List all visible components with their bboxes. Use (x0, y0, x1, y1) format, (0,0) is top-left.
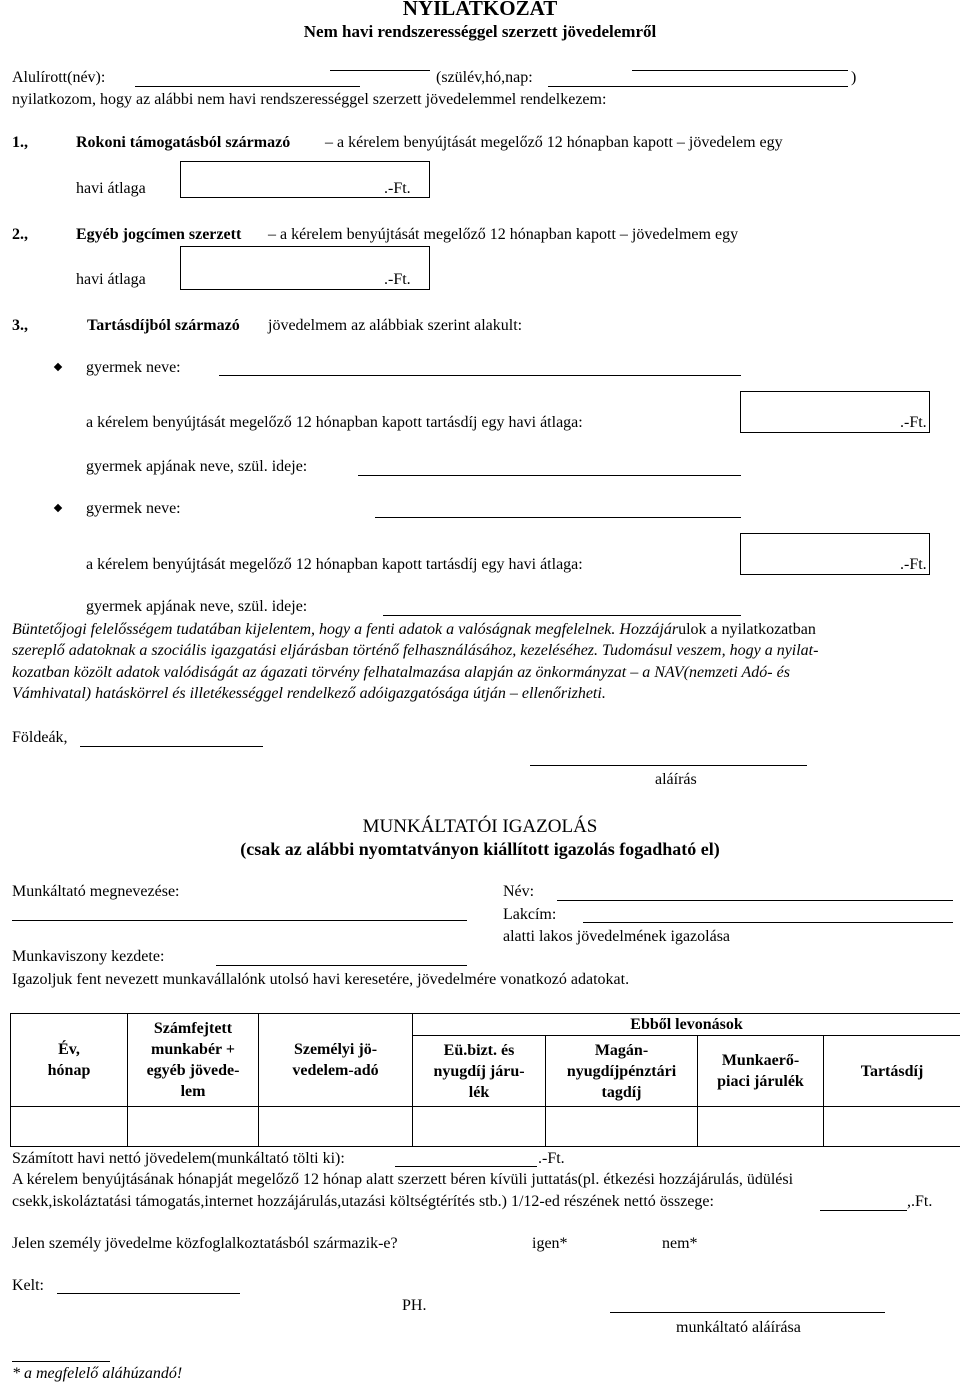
col-header-income-tax: Személyi jö- vedelem-adó (259, 1014, 413, 1107)
public-work-question: Jelen személy jövedelme közfoglalkoztatásból származik-e? (12, 1235, 398, 1252)
name-label: Alulírott(név): (12, 69, 106, 86)
name-entry-line[interactable] (135, 86, 360, 87)
table-cell-year-month[interactable] (11, 1107, 128, 1147)
table-cell-income-tax[interactable] (259, 1107, 413, 1147)
item-3-title: Tartásdíjból származó (87, 317, 240, 334)
bullet-diamond (54, 363, 62, 371)
item-1-currency: .-Ft. (384, 180, 411, 197)
employer-name-label: Munkáltató megnevezése: (12, 883, 180, 900)
item-1-number: 1., (12, 134, 28, 151)
declaration-line-2: szereplő adatoknak a szociális igazgatási eljárásban történő felhasználásához, kezeléséhez. Tudomásul veszem, hogy a nyilat- (12, 642, 819, 659)
employer-signature-label: munkáltató aláírása (676, 1319, 801, 1336)
birth-date-label: (szülév,hó,nap: (436, 69, 533, 86)
declaration-line-4: Vámhivatal) hatáskörrel és illetékességgel rendelkező adóigazgatósága útján – ellenőrizheti. (12, 685, 606, 702)
table-cell-labour-market[interactable] (698, 1107, 824, 1147)
child-1-father-label: gyermek apjának neve, szül. ideje: (86, 458, 308, 475)
employment-start-label: Munkaviszony kezdete: (12, 948, 165, 965)
col-header-gross-wage: Számfejtett munkabér + egyéb jövede- lem (128, 1014, 259, 1107)
footnote: * a megfelelő aláhúzandó! (12, 1365, 183, 1382)
answer-no[interactable]: nem* (662, 1235, 698, 1252)
dated-label: Kelt: (12, 1277, 44, 1294)
fringe-benefit-line-1: A kérelem benyújtásának hónapját megelőző 12 hónap alatt szerzett béren kívüli juttatás(pl. étkezési hozzájárulás, üdülési (12, 1171, 794, 1188)
item-2-title: Egyéb jogcímen szerzett (76, 226, 242, 243)
birth-date-entry-line[interactable] (548, 86, 848, 87)
employer-cert-title: MUNKÁLTATÓI IGAZOLÁS (362, 816, 598, 837)
child-2-name-line[interactable] (375, 517, 741, 518)
fringe-benefit-line-2: csekk,iskoláztatási támogatás,internet hozzájárulás,utazási költségtérítés stb.) 1/12-ed részének nettó összege: (12, 1193, 714, 1210)
table-cell-alimony[interactable] (824, 1107, 960, 1147)
table-cell-health-pension[interactable] (413, 1107, 546, 1147)
income-table (10, 1013, 960, 1147)
signature-label: aláírás (655, 771, 697, 788)
certify-text: Igazoljuk fent nevezett munkavállalónk utolsó havi keresetére, jövedelmére vonatkozó adatokat. (12, 971, 630, 988)
birth-date-entry-line-raised (632, 70, 848, 71)
table-cell-private-pension[interactable] (546, 1107, 698, 1147)
child-1-father-line[interactable] (358, 475, 741, 476)
table-cell-gross-wage[interactable] (128, 1107, 259, 1147)
item-1-title: Rokoni támogatásból származó (76, 134, 291, 151)
item-2-currency: .-Ft. (384, 271, 411, 288)
answer-yes[interactable]: igen* (532, 1235, 568, 1252)
net-income-currency: .-Ft. (538, 1150, 565, 1167)
employment-start-line[interactable] (216, 965, 467, 966)
bullet-diamond (54, 504, 62, 512)
declaration-line-3: kozatban közölt adatok valódiságát az ágazati törvény felhatalmazása alapján az önkormányzat – a NAV(nemzeti Adó- és (12, 664, 790, 681)
item-1-average-label: havi átlaga (76, 180, 146, 197)
col-header-deductions: Ebből levonások (413, 1014, 960, 1036)
item-2-number: 2., (12, 226, 28, 243)
col-header-alimony: Tartásdíj (860, 1062, 924, 1080)
form-title: NYILATKOZAT (402, 0, 558, 20)
form-subtitle: Nem havi rendszerességgel szerzett jövedelemről (303, 22, 657, 41)
place-date-line[interactable] (80, 746, 263, 747)
item-2-average-label: havi átlaga (76, 271, 146, 288)
stamp-placeholder: PH. (402, 1297, 427, 1314)
employee-name-label: Név: (503, 883, 535, 900)
net-income-label: Számított havi nettó jövedelem(munkáltató tölti ki): (12, 1150, 345, 1167)
child-2-father-line[interactable] (383, 615, 741, 616)
footnote-rule (12, 1361, 110, 1362)
name-entry-line-raised (330, 70, 430, 71)
dated-line[interactable] (57, 1293, 240, 1294)
child-1-alimony-label: a kérelem benyújtását megelőző 12 hónapban kapott tartásdíj egy havi átlaga: (86, 414, 583, 431)
place-label: Földeák, (12, 729, 68, 746)
item-1-text: – a kérelem benyújtását megelőző 12 hónapban kapott – jövedelem egy (325, 134, 783, 151)
col-header-health-pension: Eü.bizt. és nyugdíj járu- lék (413, 1036, 546, 1106)
employer-name-line[interactable] (12, 920, 467, 921)
child-2-name-label: gyermek neve: (86, 500, 181, 517)
item-2-text: – a kérelem benyújtását megelőző 12 hónapban kapott – jövedelmem egy (268, 226, 739, 243)
fringe-benefit-amount-line[interactable] (820, 1210, 907, 1211)
item-3-number: 3., (12, 317, 28, 334)
employee-name-line[interactable] (557, 900, 953, 901)
col-header-labour-market: Munkaerő- piaci járulék (698, 1036, 824, 1106)
deductions-group (413, 1014, 960, 1107)
resident-income-text: alatti lakos jövedelmének igazolása (503, 928, 731, 945)
birth-date-close: ) (851, 69, 857, 86)
declaration-line-1: Büntetőjogi felelősségem tudatában kijelentem, hogy a fenti adatok a valóságnak megfelelnek. Hozzájárulok a nyilatkozatban (12, 621, 816, 638)
employer-cert-subtitle: (csak az alábbi nyomtatványon kiállított igazolás fogadható el) (240, 839, 720, 859)
employee-address-line[interactable] (583, 922, 953, 923)
child-1-name-line[interactable] (219, 375, 741, 376)
child-1-name-label: gyermek neve: (86, 359, 181, 376)
employer-signature-line[interactable] (610, 1312, 885, 1313)
child-2-father-label: gyermek apjának neve, szül. ideje: (86, 598, 308, 615)
fringe-benefit-currency: ,.Ft. (907, 1193, 933, 1210)
col-header-private-pension: Magán- nyugdíjpénztári tagdíj (546, 1036, 698, 1106)
child-2-alimony-currency: .-Ft. (900, 556, 927, 573)
net-income-line[interactable] (395, 1166, 537, 1167)
child-2-alimony-label: a kérelem benyújtását megelőző 12 hónapban kapott tartásdíj egy havi átlaga: (86, 556, 583, 573)
employee-address-label: Lakcím: (503, 906, 557, 923)
declare-intro: nyilatkozom, hogy az alábbi nem havi rendszerességgel szerzett jövedelemmel rendelkezem: (12, 91, 607, 108)
signature-line[interactable] (530, 765, 807, 766)
col-header-year-month: Év, hónap (11, 1014, 128, 1107)
child-1-alimony-currency: .-Ft. (900, 414, 927, 431)
item-3-text: jövedelmem az alábbiak szerint alakult: (268, 317, 523, 334)
